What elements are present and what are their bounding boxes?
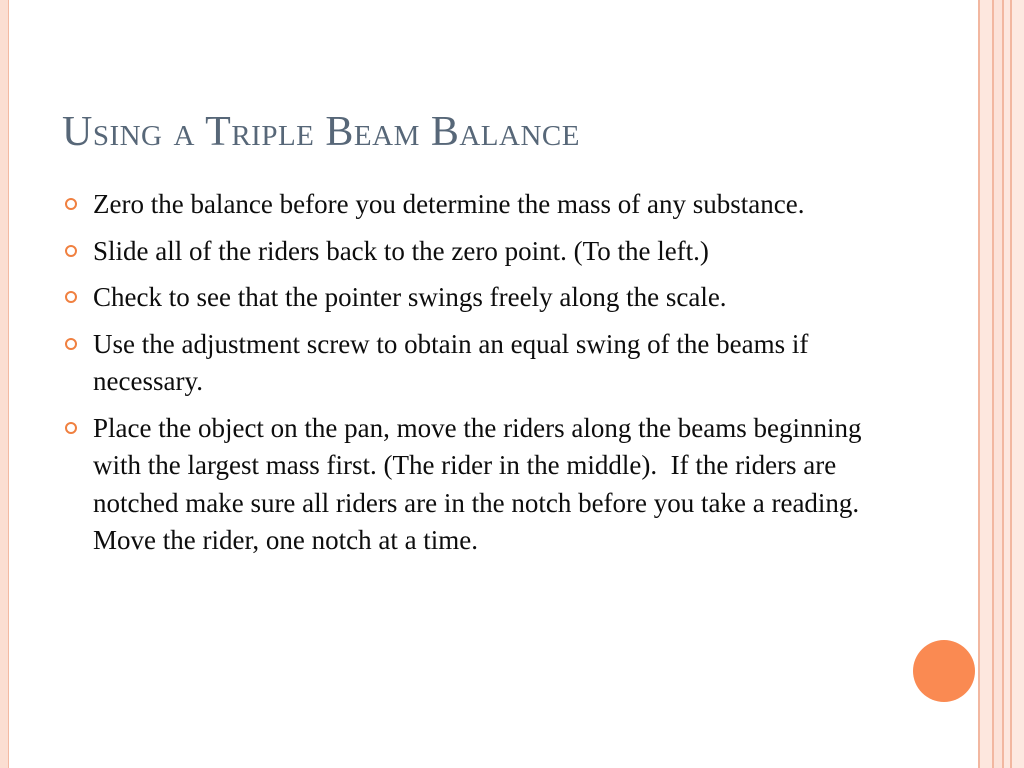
border-stripe bbox=[980, 0, 992, 768]
bullet-text: Slide all of the riders back to the zero point. (To the left.) bbox=[93, 235, 709, 266]
bullet-circle-icon bbox=[65, 245, 77, 257]
border-stripe bbox=[1012, 0, 1024, 768]
bullet-text: Use the adjustment screw to obtain an equal swing of the beams if necessary. bbox=[93, 328, 816, 396]
slide-title: Using a Triple Beam Balance bbox=[62, 109, 580, 155]
bullet-item bbox=[62, 233, 882, 271]
bullet-item bbox=[62, 186, 882, 224]
bullet-list bbox=[62, 186, 882, 569]
bullet-item bbox=[62, 279, 882, 317]
bullet-circle-icon bbox=[65, 198, 77, 210]
slide-right-border bbox=[978, 0, 1024, 768]
border-stripe bbox=[994, 0, 1002, 768]
bullet-text: Zero the balance before you determine the mass of any substance. bbox=[93, 189, 805, 219]
bullet-circle-icon bbox=[65, 338, 77, 350]
bullet-text: Place the object on the pan, move the riders along the beams beginning with the largest mass first. (The rider in the middle). If the riders are notched make sure all riders are in the notch before you take a reading. Move the rider, one notch at a time. bbox=[93, 412, 873, 555]
decorative-circle bbox=[913, 640, 975, 702]
bullet-circle-icon bbox=[65, 291, 77, 303]
slide-left-border bbox=[0, 0, 9, 768]
bullet-item bbox=[62, 326, 882, 401]
bullet-circle-icon bbox=[65, 422, 77, 434]
bullet-item bbox=[62, 410, 882, 560]
bullet-text: Check to see that the pointer swings freely along the scale. bbox=[93, 282, 727, 312]
